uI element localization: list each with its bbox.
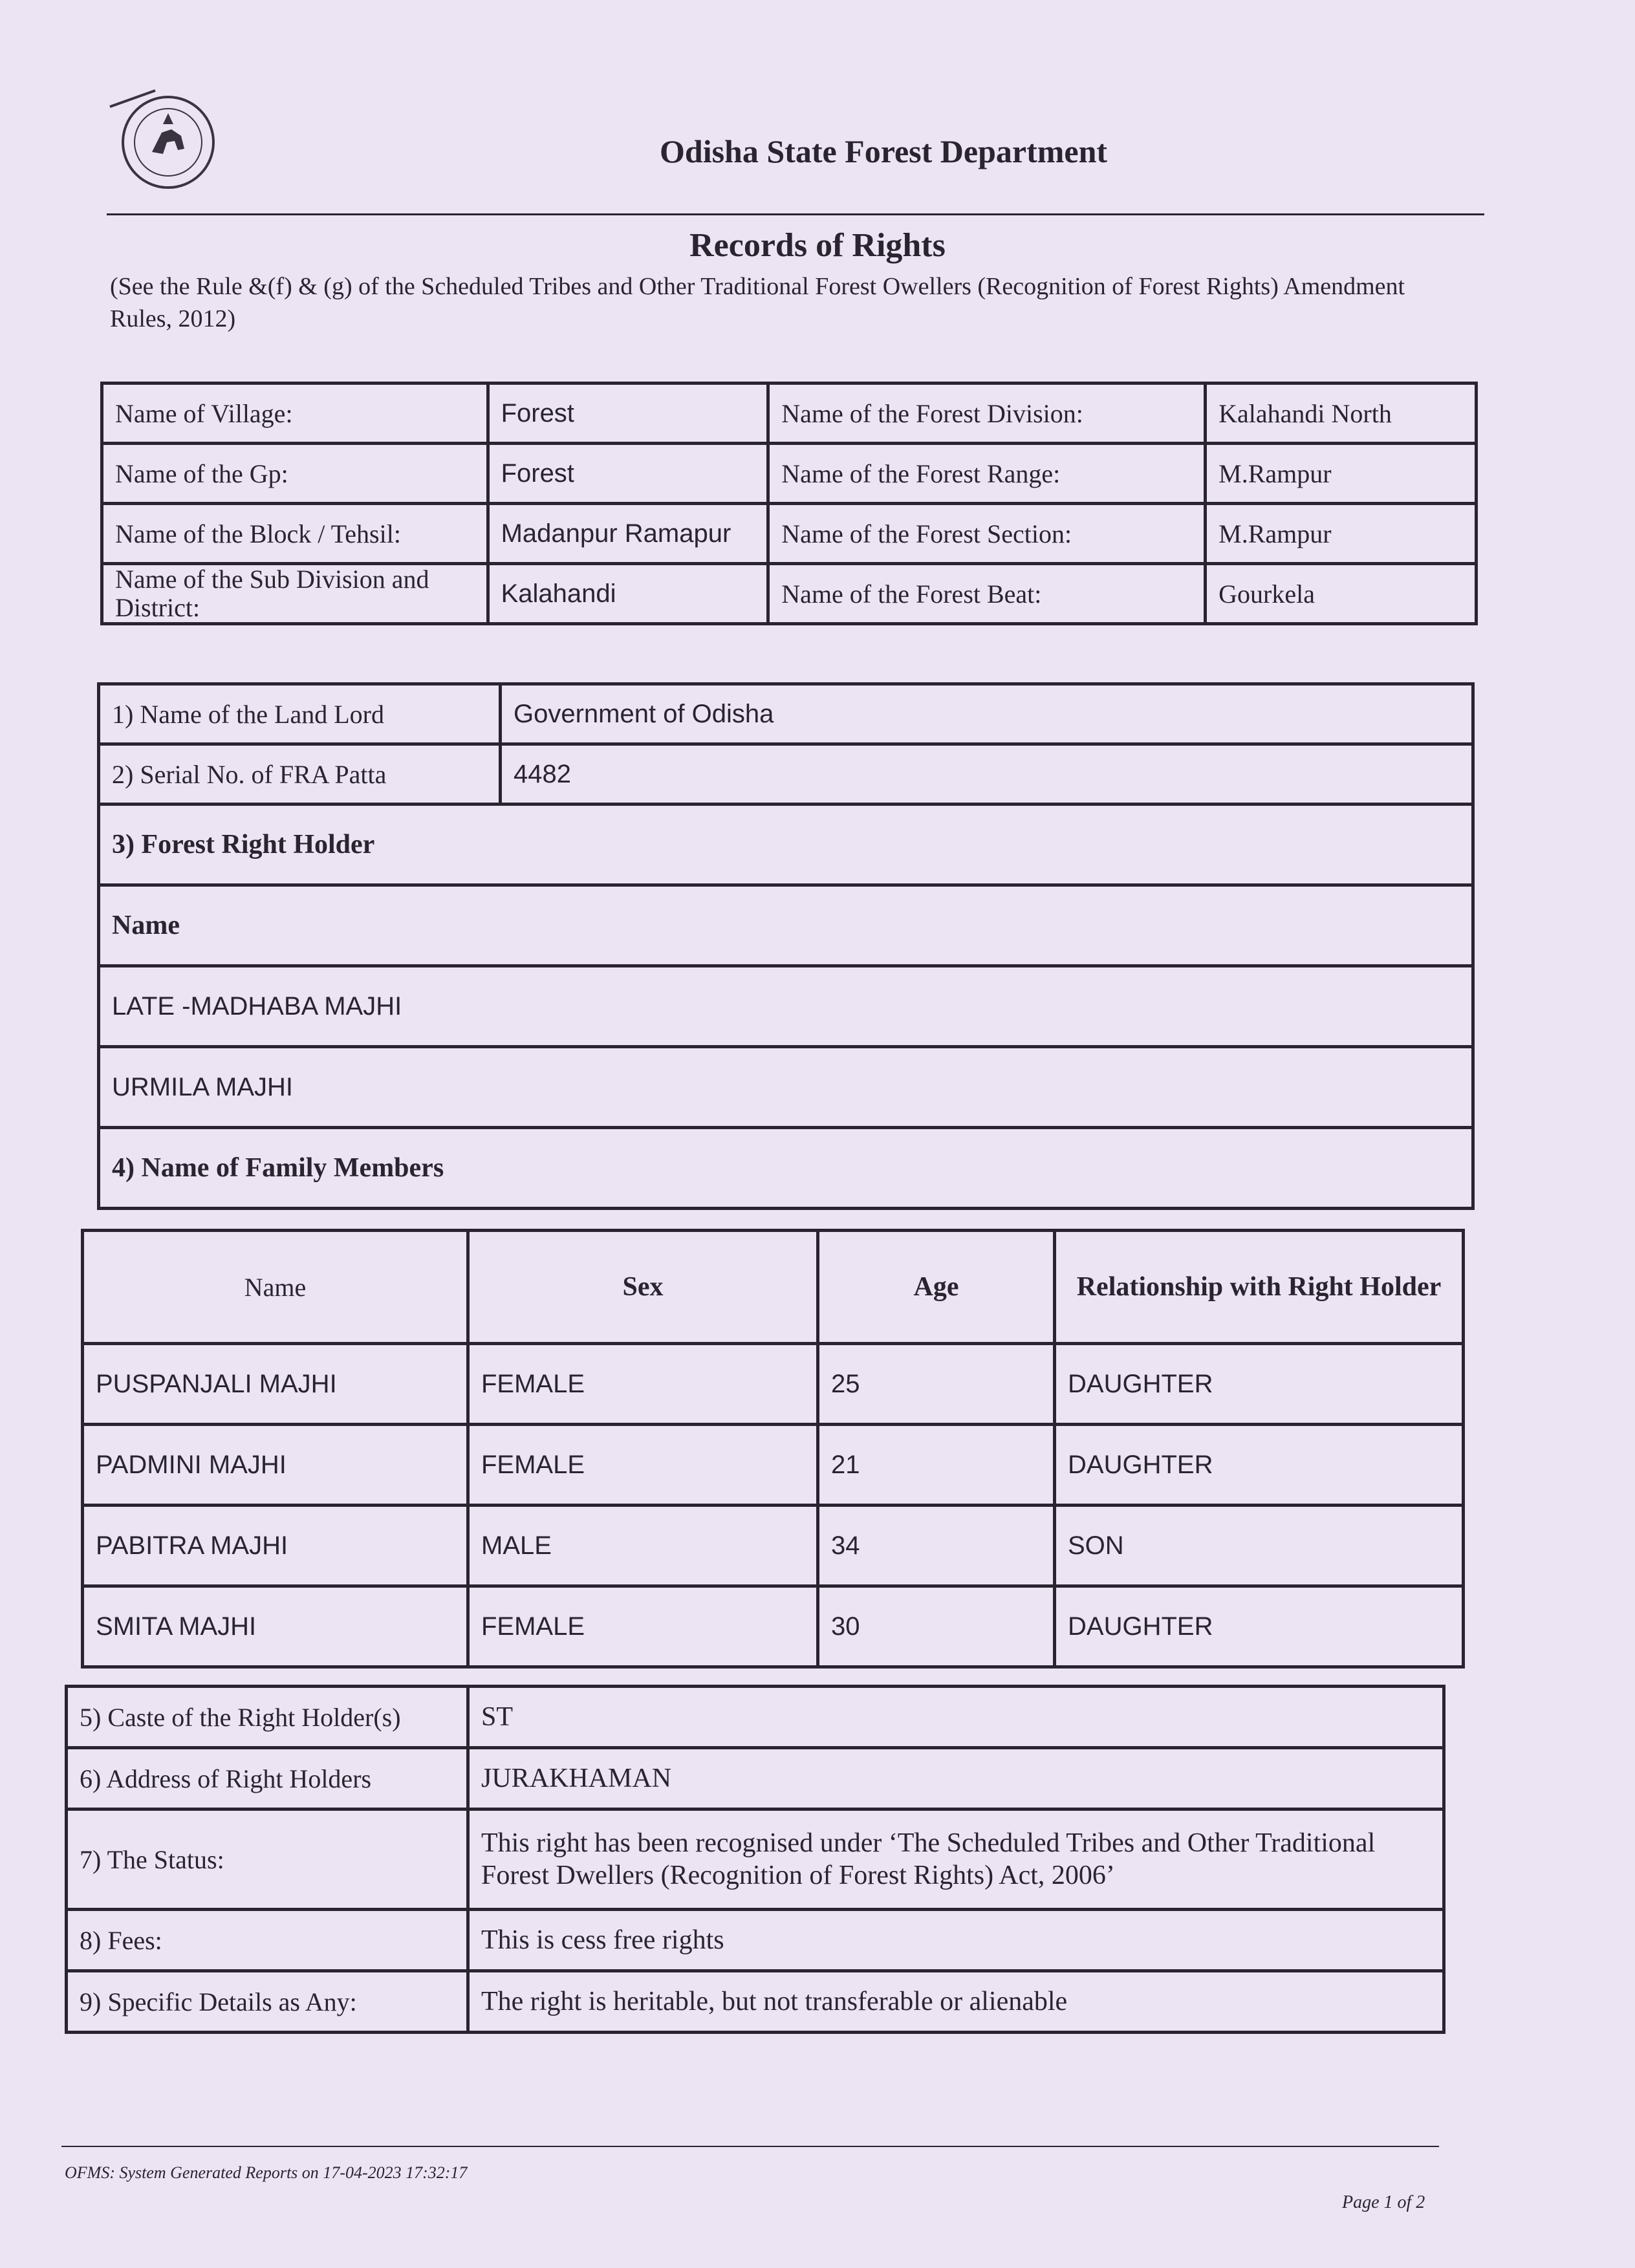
col-relationship-header: Relationship with Right Holder: [1055, 1231, 1464, 1344]
village-value: Forest: [488, 383, 768, 444]
name-heading: Name: [99, 885, 1473, 966]
member-relationship: SON: [1055, 1506, 1464, 1586]
subdivision-value: Kalahandi: [488, 564, 768, 624]
specific-value: The right is heritable, but not transferable or alienable: [468, 1971, 1444, 2033]
division-label: Name of the Forest Division:: [768, 383, 1206, 444]
col-sex-header: Sex: [468, 1231, 818, 1344]
table-row: [99, 805, 1473, 885]
odisha-emblem-seal: [103, 78, 226, 200]
table-row: [99, 885, 1473, 966]
serial-value: 4482: [501, 744, 1473, 805]
table-row: [99, 966, 1473, 1047]
table-row: [67, 1910, 1444, 1971]
range-value: M.Rampur: [1206, 444, 1477, 504]
member-relationship: DAUGHTER: [1055, 1586, 1464, 1667]
table-row: [67, 1687, 1444, 1748]
specific-label: 9) Specific Details as Any:: [67, 1971, 468, 2033]
details-table: [65, 1685, 1446, 2034]
address-value: JURAKHAMAN: [468, 1748, 1444, 1809]
range-label: Name of the Forest Range:: [768, 444, 1206, 504]
member-name: PADMINI MAJHI: [83, 1425, 468, 1506]
table-row: [99, 684, 1473, 744]
member-sex: FEMALE: [468, 1586, 818, 1667]
status-value: [468, 1809, 1444, 1910]
section-value: M.Rampur: [1206, 504, 1477, 564]
section-label: Name of the Forest Section:: [768, 504, 1206, 564]
status-label: 7) The Status:: [67, 1809, 468, 1910]
member-age: 30: [818, 1586, 1055, 1667]
department-title: Odisha State Forest Department: [660, 133, 1108, 169]
member-age: 21: [818, 1425, 1055, 1506]
table-row: [83, 1586, 1464, 1667]
beat-value: Gourkela: [1206, 564, 1477, 624]
caste-label: 5) Caste of the Right Holder(s): [67, 1687, 468, 1748]
address-label: 6) Address of Right Holders: [67, 1748, 468, 1809]
subdivision-label: Name of the Sub Division and District:: [102, 564, 488, 624]
holder-name: LATE -MADHABA MAJHI: [99, 966, 1473, 1047]
header-divider: [107, 213, 1484, 215]
status-line-2: Forest Dwellers (Recognition of Forest Rights) Act, 2006’: [481, 1861, 1115, 1890]
block-value: Madanpur Ramapur: [488, 504, 768, 564]
member-age: 34: [818, 1506, 1055, 1586]
beat-label: Name of the Forest Beat:: [768, 564, 1206, 624]
table-row: [83, 1344, 1464, 1425]
landlord-label: 1) Name of the Land Lord: [99, 684, 501, 744]
landlord-value: Government of Odisha: [501, 684, 1473, 744]
footer-divider: [61, 2146, 1439, 2147]
block-label: Name of the Block / Tehsil:: [102, 504, 488, 564]
table-row: [102, 504, 1477, 564]
gp-label: Name of the Gp:: [102, 444, 488, 504]
table-header-row: [83, 1231, 1464, 1344]
member-age: 25: [818, 1344, 1055, 1425]
member-sex: FEMALE: [468, 1344, 818, 1425]
member-name: PABITRA MAJHI: [83, 1506, 468, 1586]
serial-label: 2) Serial No. of FRA Patta: [99, 744, 501, 805]
records-title: Records of Rights: [689, 227, 946, 264]
col-name-header: Name: [83, 1231, 468, 1344]
division-value: Kalahandi North: [1206, 383, 1477, 444]
family-table: [81, 1229, 1465, 1669]
table-row: [67, 1748, 1444, 1809]
table-row: [67, 1809, 1444, 1910]
member-name: PUSPANJALI MAJHI: [83, 1344, 468, 1425]
location-table: [100, 382, 1478, 625]
holder-table: [97, 682, 1475, 1210]
page-number: Page 1 of 2: [1342, 2192, 1425, 2212]
table-row: [83, 1506, 1464, 1586]
holder-name: URMILA MAJHI: [99, 1047, 1473, 1128]
member-sex: FEMALE: [468, 1425, 818, 1506]
caste-value: ST: [468, 1687, 1444, 1748]
fees-value: This is cess free rights: [468, 1910, 1444, 1971]
member-name: SMITA MAJHI: [83, 1586, 468, 1667]
member-relationship: DAUGHTER: [1055, 1425, 1464, 1506]
village-label: Name of Village:: [102, 383, 488, 444]
table-row: [102, 444, 1477, 504]
gp-value: Forest: [488, 444, 768, 504]
family-heading: 4) Name of Family Members: [99, 1128, 1473, 1209]
member-sex: MALE: [468, 1506, 818, 1586]
col-age-header: Age: [818, 1231, 1055, 1344]
right-holder-heading: 3) Forest Right Holder: [99, 805, 1473, 885]
table-row: [67, 1971, 1444, 2033]
fees-label: 8) Fees:: [67, 1910, 468, 1971]
rule-reference: (See the Rule &(f) & (g) of the Scheduled Tribes and Other Traditional Forest Owellers (Recognition of Forest Rights) Amendment Rules, 2012): [110, 273, 1405, 332]
table-row: [83, 1425, 1464, 1506]
status-line-1: This right has been recognised under ‘The Scheduled Tribes and Other Traditional: [481, 1828, 1376, 1858]
member-relationship: DAUGHTER: [1055, 1344, 1464, 1425]
table-row: [99, 1128, 1473, 1209]
table-row: [99, 1047, 1473, 1128]
generated-note: OFMS: System Generated Reports on 17-04-2023 17:32:17: [65, 2163, 468, 2182]
table-row: [102, 383, 1477, 444]
table-row: [99, 744, 1473, 805]
table-row: [102, 564, 1477, 624]
